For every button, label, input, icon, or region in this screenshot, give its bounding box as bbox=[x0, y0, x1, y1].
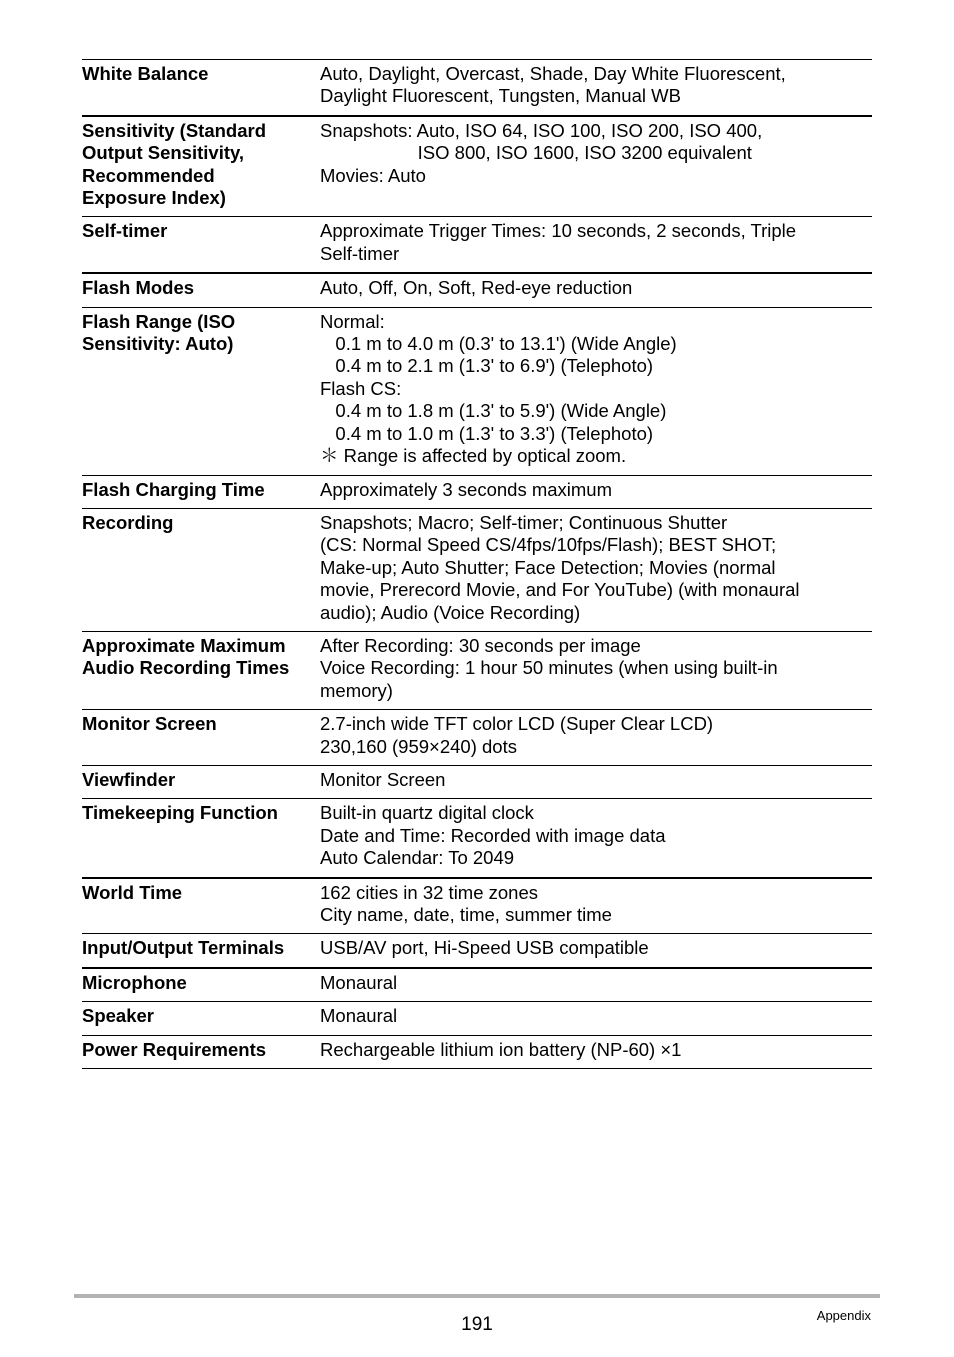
spec-row bbox=[82, 476, 872, 509]
spec-row bbox=[82, 60, 872, 117]
spec-value bbox=[320, 1005, 872, 1027]
spec-value-line: Snapshots; Macro; Self-timer; Continuous Shutter bbox=[320, 511, 728, 533]
spec-label: World Time bbox=[82, 881, 183, 903]
footer-divider bbox=[74, 1294, 880, 1298]
spec-value bbox=[320, 882, 872, 927]
section-name: Appendix bbox=[816, 1308, 871, 1323]
spec-value bbox=[320, 120, 872, 210]
spec-value-line: ＊ Range is affected by optical zoom. bbox=[320, 445, 627, 467]
spec-row bbox=[82, 632, 872, 710]
spec-label: Flash Range (ISO Sensitivity: Auto) bbox=[82, 310, 236, 355]
spec-value bbox=[320, 802, 872, 869]
spec-value-line: memory) bbox=[320, 679, 393, 701]
spec-value bbox=[320, 220, 872, 265]
spec-value bbox=[320, 769, 872, 791]
spec-label: Approximate Maximum Audio Recording Times bbox=[82, 634, 290, 679]
spec-row bbox=[82, 799, 872, 878]
spec-label: Speaker bbox=[82, 1005, 154, 1027]
spec-value-line: movie, Prerecord Movie, and For YouTube) (with monaural bbox=[320, 579, 800, 601]
spec-value-line: USB/AV port, Hi-Speed USB compatible bbox=[320, 937, 649, 959]
spec-row bbox=[82, 969, 872, 1002]
spec-value-line: Movies: Auto bbox=[320, 164, 426, 186]
spec-row bbox=[82, 274, 872, 307]
spec-row bbox=[82, 308, 872, 476]
spec-value-line: Approximate Trigger Times: 10 seconds, 2 seconds, Triple bbox=[320, 220, 797, 242]
spec-value-line: Auto Calendar: To 2049 bbox=[320, 847, 515, 869]
spec-value-line: Normal: bbox=[320, 310, 385, 332]
spec-row bbox=[82, 710, 872, 766]
spec-label: Viewfinder bbox=[82, 768, 176, 790]
spec-label: Flash Charging Time bbox=[82, 478, 265, 500]
spec-row bbox=[82, 934, 872, 968]
spec-value-line: Monaural bbox=[320, 1005, 398, 1027]
spec-value-line: 0.4 m to 1.0 m (1.3' to 3.3') (Telephoto) bbox=[320, 422, 654, 444]
spec-row bbox=[82, 766, 872, 799]
spec-label: Sensitivity (Standard Output Sensitivity, Recommended Exposure Index) bbox=[82, 119, 267, 209]
spec-value-line: Monaural bbox=[320, 971, 398, 993]
spec-value-line: 0.4 m to 2.1 m (1.3' to 6.9') (Telephoto) bbox=[320, 355, 654, 377]
spec-value bbox=[320, 1039, 872, 1061]
spec-value-line: Date and Time: Recorded with image data bbox=[320, 824, 666, 846]
spec-value bbox=[320, 635, 872, 702]
spec-value-line: Self-timer bbox=[320, 242, 400, 264]
spec-row bbox=[82, 217, 872, 274]
spec-value-line: 0.1 m to 4.0 m (0.3' to 13.1') (Wide Angle) bbox=[320, 333, 677, 355]
spec-value-line: 162 cities in 32 time zones bbox=[320, 881, 539, 903]
spec-label: Monitor Screen bbox=[82, 713, 217, 735]
spec-value-line: ISO 800, ISO 1600, ISO 3200 equivalent bbox=[320, 142, 752, 164]
page-number: 191 bbox=[461, 1314, 493, 1335]
spec-value-line: Built-in quartz digital clock bbox=[320, 802, 534, 824]
spec-label: Recording bbox=[82, 511, 174, 533]
spec-value bbox=[320, 311, 872, 468]
spec-value-line: Monitor Screen bbox=[320, 768, 446, 790]
spec-value-line: Flash CS: bbox=[320, 377, 402, 399]
spec-value bbox=[320, 277, 872, 299]
spec-value-line: After Recording: 30 seconds per image bbox=[320, 634, 641, 656]
spec-value-line: Auto, Off, On, Soft, Red-eye reduction bbox=[320, 277, 633, 299]
spec-label: White Balance bbox=[82, 63, 209, 84]
spec-value-line: 0.4 m to 1.8 m (1.3' to 5.9') (Wide Angle) bbox=[320, 400, 667, 422]
spec-row bbox=[82, 509, 872, 632]
spec-value-line: Voice Recording: 1 hour 50 minutes (when using built-in bbox=[320, 657, 778, 679]
spec-row bbox=[82, 1002, 872, 1035]
spec-value-line: Make-up; Auto Shutter; Face Detection; Movies (normal bbox=[320, 556, 776, 578]
spec-table bbox=[82, 59, 872, 1069]
spec-value bbox=[320, 479, 872, 501]
spec-label: Microphone bbox=[82, 971, 187, 993]
spec-value bbox=[320, 972, 872, 994]
spec-value-line: 2.7-inch wide TFT color LCD (Super Clear LCD) bbox=[320, 713, 714, 735]
spec-row bbox=[82, 117, 872, 218]
spec-label: Power Requirements bbox=[82, 1038, 267, 1060]
spec-value-line: (CS: Normal Speed CS/4fps/10fps/Flash); BEST SHOT; bbox=[320, 534, 777, 556]
spec-row bbox=[82, 1036, 872, 1069]
spec-value bbox=[320, 713, 872, 758]
spec-value-line: audio); Audio (Voice Recording) bbox=[320, 601, 581, 623]
spec-label: Flash Modes bbox=[82, 277, 195, 299]
spec-label: Self-timer bbox=[82, 220, 168, 242]
spec-row bbox=[82, 879, 872, 935]
spec-value bbox=[320, 937, 872, 959]
spec-label: Input/Output Terminals bbox=[82, 937, 285, 959]
spec-value-line: Snapshots: Auto, ISO 64, ISO 100, ISO 200, ISO 400, bbox=[320, 119, 763, 141]
spec-value-line: Auto, Daylight, Overcast, Shade, Day White Fluorescent, bbox=[320, 63, 786, 84]
spec-value-line: Daylight Fluorescent, Tungsten, Manual WB bbox=[320, 85, 681, 107]
spec-value bbox=[320, 512, 872, 624]
spec-value bbox=[320, 63, 872, 108]
spec-value-line: 230,160 (959×240) dots bbox=[320, 735, 517, 757]
spec-label: Timekeeping Function bbox=[82, 802, 278, 824]
spec-value-line: Approximately 3 seconds maximum bbox=[320, 478, 612, 500]
spec-value-line: City name, date, time, summer time bbox=[320, 904, 612, 925]
spec-value-line: Rechargeable lithium ion battery (NP-60) ×1 bbox=[320, 1038, 682, 1060]
